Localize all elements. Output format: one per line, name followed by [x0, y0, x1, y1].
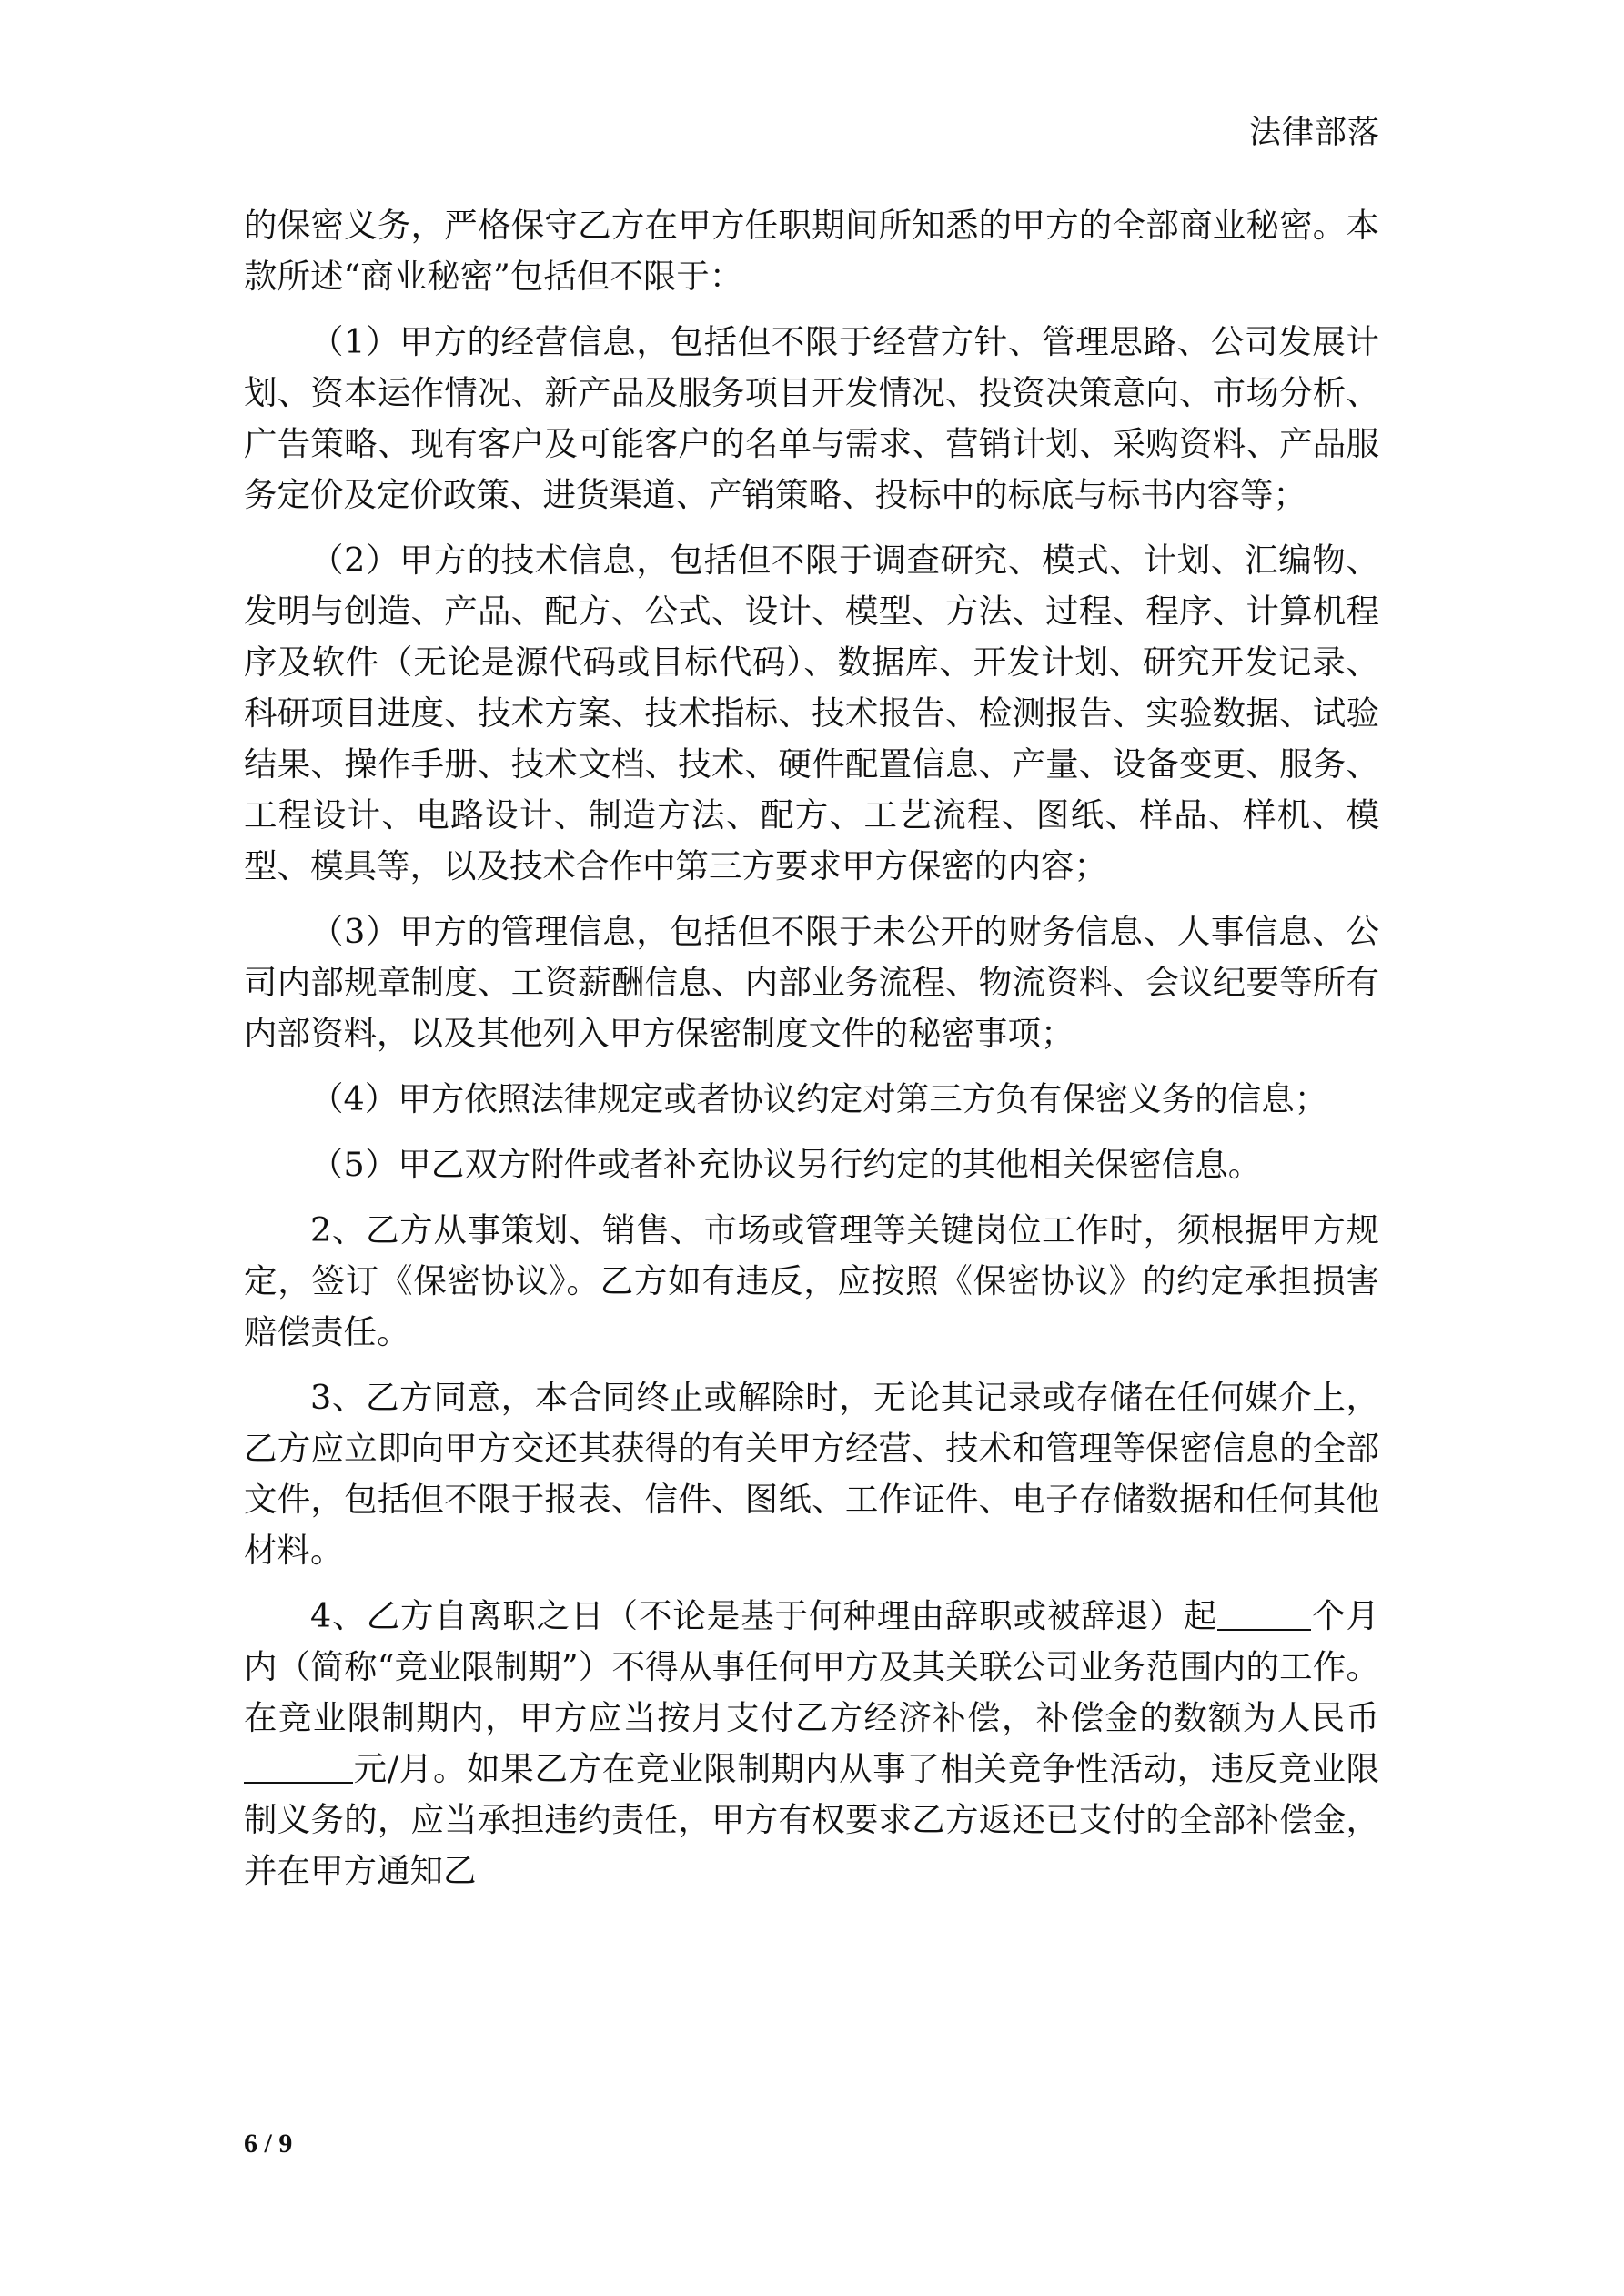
clause-4-part-1: 4、乙方自离职之日（不论是基于何种理由辞职或被辞退）起: [310, 1596, 1218, 1635]
months-blank-field: [1217, 1596, 1311, 1632]
paragraph-supplementary-info: （5）甲乙双方附件或者补充协议另行约定的其他相关保密信息。: [310, 1145, 1262, 1184]
paragraph-third-party-info: （4）甲方依照法律规定或者协议约定对第三方负有保密义务的信息；: [310, 1079, 1328, 1118]
paragraph-confidentiality-intro: 的保密义务，严格保守乙方在甲方任职期间所知悉的甲方的全部商业秘密。本款所述“商业秘密”包括但不限于：: [244, 206, 1379, 296]
document-body: [244, 200, 1379, 1896]
paragraph-technical-info: （2）甲方的技术信息，包括但不限于调查研究、模式、计划、汇编物、发明与创造、产品、配方、公式、设计、模型、方法、过程、程序、计算机程序及软件（无论是源代码或目标代码）、数据库、开发计划、研究开发记录、科研项目进度、技术方案、技术指标、技术报告、检测报告、实验数据、试验结果、操作手册、技术文档、技术、硬件配置信息、产量、设备变更、服务、工程设计、电路设计、制造方法、配方、工艺流程、图纸、样品、样机、模型、模具等，以及技术合作中第三方要求甲方保密的内容；: [244, 541, 1379, 885]
paragraph-clause-4: [244, 1591, 1379, 1896]
page-number: 6 / 9: [244, 2129, 293, 2159]
page-header: 法律部落: [1248, 115, 1380, 151]
paragraph-clause-3: 3、乙方同意，本合同终止或解除时，无论其记录或存储在任何媒介上，乙方应立即向甲方交还其获得的有关甲方经营、技术和管理等保密信息的全部文件，包括但不限于报表、信件、图纸、工作证件、电子存储数据和任何其他材料。: [244, 1378, 1379, 1570]
paragraph-clause-2: 2、乙方从事策划、销售、市场或管理等关键岗位工作时，须根据甲方规定，签订《保密协议》。乙方如有违反，应按照《保密协议》的约定承担损害赔偿责任。: [244, 1210, 1379, 1351]
amount-blank-field: [244, 1749, 353, 1785]
paragraph-management-info: （3）甲方的管理信息，包括但不限于未公开的财务信息、人事信息、公司内部规章制度、工资薪酬信息、内部业务流程、物流资料、会议纪要等所有内部资料，以及其他列入甲方保密制度文件的秘密事项；: [244, 912, 1379, 1053]
clause-4-part-2: 个月内（简称“竞业限制期”）不得从事任何甲方及其关联公司业务范围内的工作。在竞业限制期内，甲方应当按月支付乙方经济补偿，补偿金的数额为人民币: [244, 1596, 1380, 1737]
paragraph-business-info: （1）甲方的经营信息，包括但不限于经营方针、管理思路、公司发展计划、资本运作情况、新产品及服务项目开发情况、投资决策意向、市场分析、广告策略、现有客户及可能客户的名单与需求、营销计划、采购资料、产品服务定价及定价政策、进货渠道、产销策略、投标中的标底与标书内容等；: [244, 322, 1379, 514]
clause-4-part-3: 元/月。如果乙方在竞业限制期内从事了相关竞争性活动，违反竞业限制义务的，应当承担违约责任，甲方有权要求乙方返还已支付的全部补偿金，并在甲方通知乙: [244, 1749, 1380, 1890]
